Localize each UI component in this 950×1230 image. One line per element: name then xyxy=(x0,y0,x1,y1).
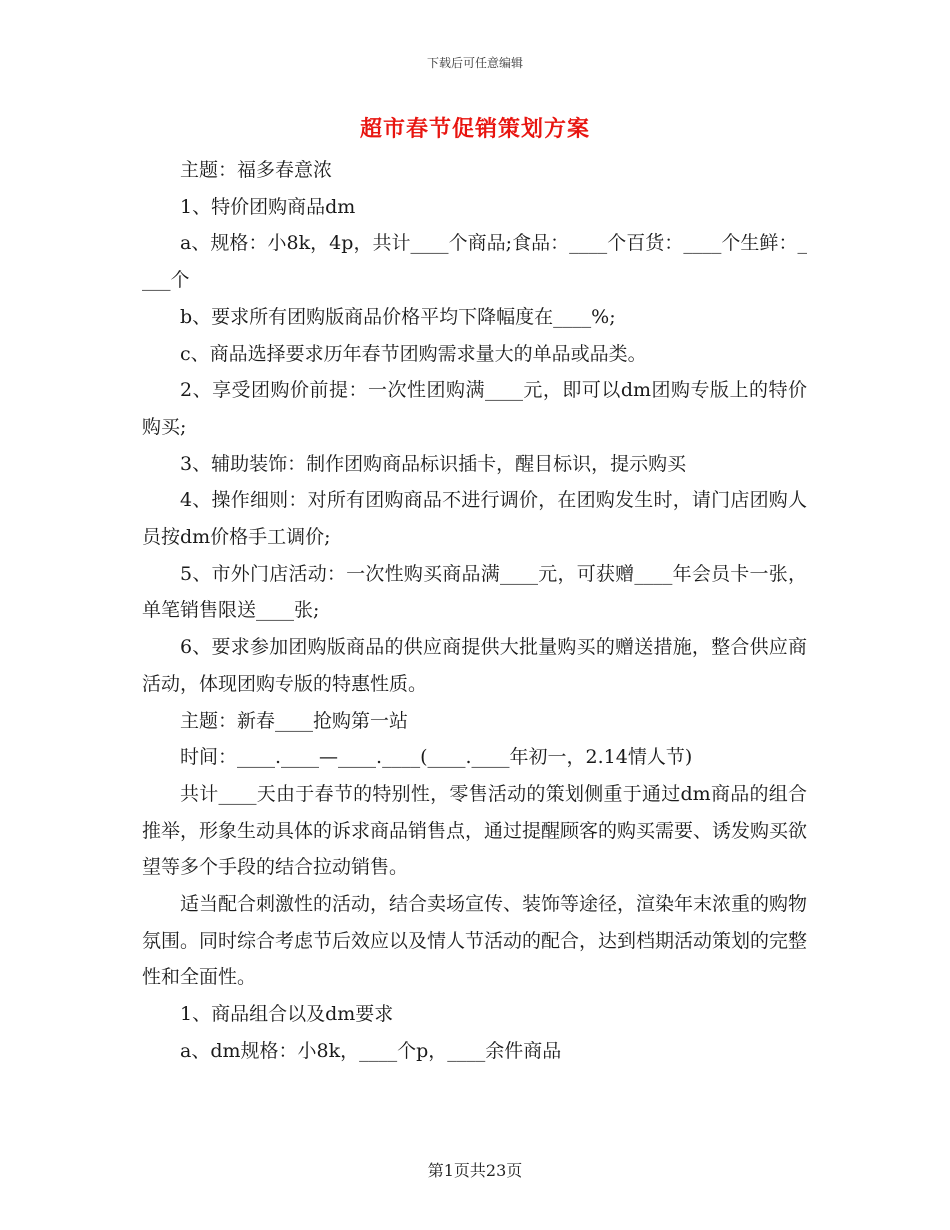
paragraph-theme-1: 主题：福多春意浓 xyxy=(180,159,333,181)
paragraph-item-1a: a、规格：小8k，4p，共计____个商品;食品：____个百货：____个生鲜：____个 xyxy=(142,232,807,292)
paragraph-item-1b: b、要求所有团购版商品价格平均下降幅度在____%; xyxy=(180,305,616,328)
paragraph-item-3: 3、辅助装饰：制作团购商品标识插卡，醒目标识，提示购买 xyxy=(180,452,687,475)
document-body xyxy=(142,152,807,1070)
paragraph-item-2: 2、享受团购价前提：一次性团购满____元，即可以dm团购专版上的特价购买; xyxy=(142,379,807,438)
paragraph-item-1c: c、商品选择要求历年春节团购需求量大的单品或品类。 xyxy=(180,342,647,365)
paragraph-item-1: 1、特价团购商品dm xyxy=(180,195,356,218)
paragraph-item-5: 5、市外门店活动：一次性购买商品满____元，可获赠____年会员卡一张，单笔销售限送____张; xyxy=(142,562,807,622)
paragraph-theme-2: 主题：新春____抢购第一站 xyxy=(180,709,409,732)
document-title: 超市春节促销策划方案 xyxy=(359,116,590,142)
paragraph-atmosphere: 适当配合刺激性的活动，结合卖场宣传、装饰等途径，渲染年末浓重的购物氛围。同时综合考虑节后效应以及情人节活动的配合，达到档期活动策划的完整性和全面性。 xyxy=(142,893,808,989)
paragraph-item-4: 4、操作细则：对所有团购商品不进行调价，在团购发生时，请门店团购人员按dm价格手工调价; xyxy=(142,489,807,549)
paragraph-time: 时间：____.____—____.____(____.____年初一，2.14情人节) xyxy=(180,746,693,769)
header-note: 下载后可任意编辑 xyxy=(426,56,523,70)
paragraph-section-1: 1、商品组合以及dm要求 xyxy=(180,1003,394,1026)
page-number: 第1页共23页 xyxy=(427,1161,523,1180)
paragraph-item-6: 6、要求参加团购版商品的供应商提供大批量购买的赠送措施，整合供应商活动，体现团购专版的特惠性质。 xyxy=(142,636,807,695)
paragraph-section-1a: a、dm规格：小8k，____个p，____余件商品 xyxy=(180,1039,562,1062)
paragraph-summary: 共计____天由于春节的特别性，零售活动的策划侧重于通过dm商品的组合推举，形象生动具体的诉求商品销售点，通过提醒顾客的购买需要、诱发购买欲望等多个手段的结合拉动销售。 xyxy=(142,782,808,879)
